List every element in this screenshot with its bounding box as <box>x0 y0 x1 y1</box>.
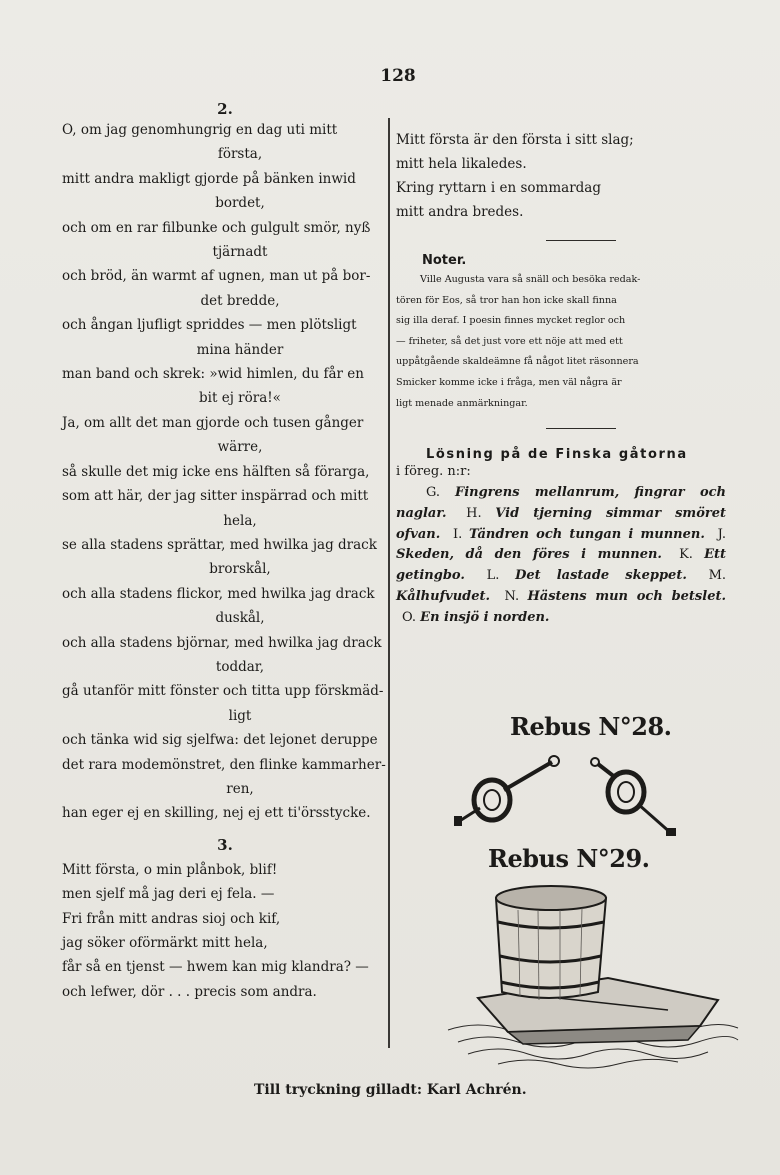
verse-line: toddar, <box>215 658 265 675</box>
notes-line: Smicker komme icke i fråga, men väl några är <box>396 376 622 388</box>
notes-line: ligt menade anmärkningar. <box>396 397 528 409</box>
section-3-verse <box>60 858 390 1004</box>
right-poem <box>396 128 726 224</box>
losning-answer: Ett getingbo. <box>396 547 726 584</box>
losning-answer: Det lastade skeppet. <box>515 568 687 584</box>
right-column <box>396 128 726 629</box>
verse-line: som att här, der jag sitter inspärrad och mitt <box>62 488 369 505</box>
verse-line: brorskål, <box>209 561 271 578</box>
key-right-icon <box>591 758 676 836</box>
losning-letter: L. <box>486 568 516 584</box>
verse-line: och om en rar filbunke och gulgult smör, nyß <box>62 219 371 236</box>
verse-line: gå utanför mitt fönster och titta upp förskmäd- <box>62 683 384 700</box>
verse-line: Ja, om allt det man gjorde och tusen gånger <box>62 414 364 431</box>
verse-line: ren, <box>226 780 254 797</box>
section-3-number: 3. <box>217 835 233 854</box>
verse-line: Mitt första, o min plånbok, blif! <box>62 861 278 878</box>
verse-line: får så en tjenst — hwem kan mig klandra? — <box>62 959 369 976</box>
notes-line: tören för Eos, så tror han hon icke skall finna <box>396 294 617 306</box>
losning-answer: Vid tjerning simmar smöret ofvan. <box>396 505 726 542</box>
losning-answer: En insjö i norden. <box>420 609 550 625</box>
losning-answer: Skeden, då den föres i munnen. <box>396 547 662 563</box>
losning-answer: Kålhufvudet. <box>396 588 491 604</box>
verse-line: han eger ej en skilling, nej ej ett ti'örsstycke. <box>62 805 371 822</box>
losning-intro: i föreg. n:r: <box>396 464 471 480</box>
verse-line: bit ej röra!« <box>199 390 281 407</box>
section-rule <box>546 240 616 241</box>
verse-line: och alla stadens björnar, med hwilka jag drack <box>62 634 382 651</box>
notes-line: Ville Augusta vara så snäll och besöka redak- <box>420 274 641 285</box>
losning-answer: Hästens mun och betslet. <box>527 588 726 604</box>
verse-line: man band och skrek: »wid himlen, du får en <box>62 366 364 383</box>
notes-line: sig illa deraf. I poesin finnes mycket reglor och <box>396 315 626 327</box>
losning-letter: J. <box>717 526 727 542</box>
verse-line: hela, <box>223 512 257 529</box>
verse-line: och lefwer, dör . . . precis som andra. <box>62 983 317 1000</box>
verse-line: så skulle det mig icke ens hälften så förarga, <box>62 463 370 480</box>
page-number: 128 <box>380 66 416 86</box>
verse-line: och ångan ljufligt spriddes — men plötsligt <box>62 317 357 334</box>
losning-letter: H. <box>466 505 496 521</box>
verse-line: ligt <box>228 707 252 724</box>
section-2-number: 2. <box>217 100 233 118</box>
rebus-29-title: Rebus N°29. <box>488 844 650 873</box>
verse-line: mitt andra makligt gjorde på bänken inwid <box>62 170 356 187</box>
section-2-verse <box>60 118 390 826</box>
notes-line: uppåtgående skaldeämne få något litet räsonnera <box>396 356 639 368</box>
losning-letter: M. <box>708 568 727 584</box>
verse-line: Fri från mitt andras sioj och kif, <box>62 910 281 927</box>
poem-line: Mitt första är den första i sitt slag; <box>396 132 634 148</box>
verse-line: jag söker oförmärkt mitt hela, <box>62 935 268 951</box>
verse-line: men sjelf må jag deri ej fela. — <box>62 886 275 903</box>
notes-line: — friheter, så det just vore ett nöje att med ett <box>396 335 623 347</box>
verse-line: det bredde, <box>200 292 280 309</box>
section-rule-2 <box>546 428 616 429</box>
verse-line: första, <box>217 146 263 163</box>
verse-line: bordet, <box>215 195 265 212</box>
left-column <box>60 100 390 1004</box>
rebus-29-tub-boat-image <box>438 880 748 1070</box>
losning-answer: Fingrens mellanrum, fingrar och naglar. <box>396 484 726 521</box>
verse-line: mina händer <box>196 341 284 358</box>
verse-line: se alla stadens sprättar, med hwilka jag drack <box>62 536 377 553</box>
verse-line: det rara modemönstret, den flinke kammarher- <box>62 756 386 773</box>
losning-title: Lösning på de Finska gåtorna <box>426 447 688 463</box>
losning-letter: I. <box>453 526 470 542</box>
verse-line: O, om jag genomhungrig en dag uti mitt <box>62 122 338 138</box>
losning-answer: Tändren och tungan i munnen. <box>469 526 705 542</box>
verse-line: duskål, <box>215 610 265 627</box>
losning-letter: G. <box>426 484 455 500</box>
poem-line: Kring ryttarn i en sommardag <box>396 180 601 196</box>
poem-line: mitt hela likaledes. <box>396 156 527 172</box>
key-left-icon <box>454 756 559 826</box>
losning-letter: N. <box>504 588 528 604</box>
notes-title: Noter. <box>422 253 467 268</box>
verse-line: tjärnadt <box>212 244 268 261</box>
losning-text <box>396 462 726 628</box>
verse-line: och alla stadens flickor, med hwilka jag drack <box>62 585 375 602</box>
losning-letter: O. <box>402 609 421 625</box>
verse-line: och tänka wid sig sjelfwa: det lejonet deruppe <box>62 732 378 749</box>
notes-text <box>396 270 726 414</box>
verse-line: och bröd, än warmt af ugnen, man ut på bor- <box>62 268 371 285</box>
verse-line: wärre, <box>217 439 263 456</box>
rebus-28-title: Rebus N°28. <box>510 712 672 741</box>
footer-imprimatur: Till tryckning gilladt: Karl Achrén. <box>254 1082 527 1098</box>
poem-line: mitt andra bredes. <box>396 204 524 220</box>
rebus-28-keys-image <box>452 752 692 842</box>
losning-letter: K. <box>679 547 705 563</box>
